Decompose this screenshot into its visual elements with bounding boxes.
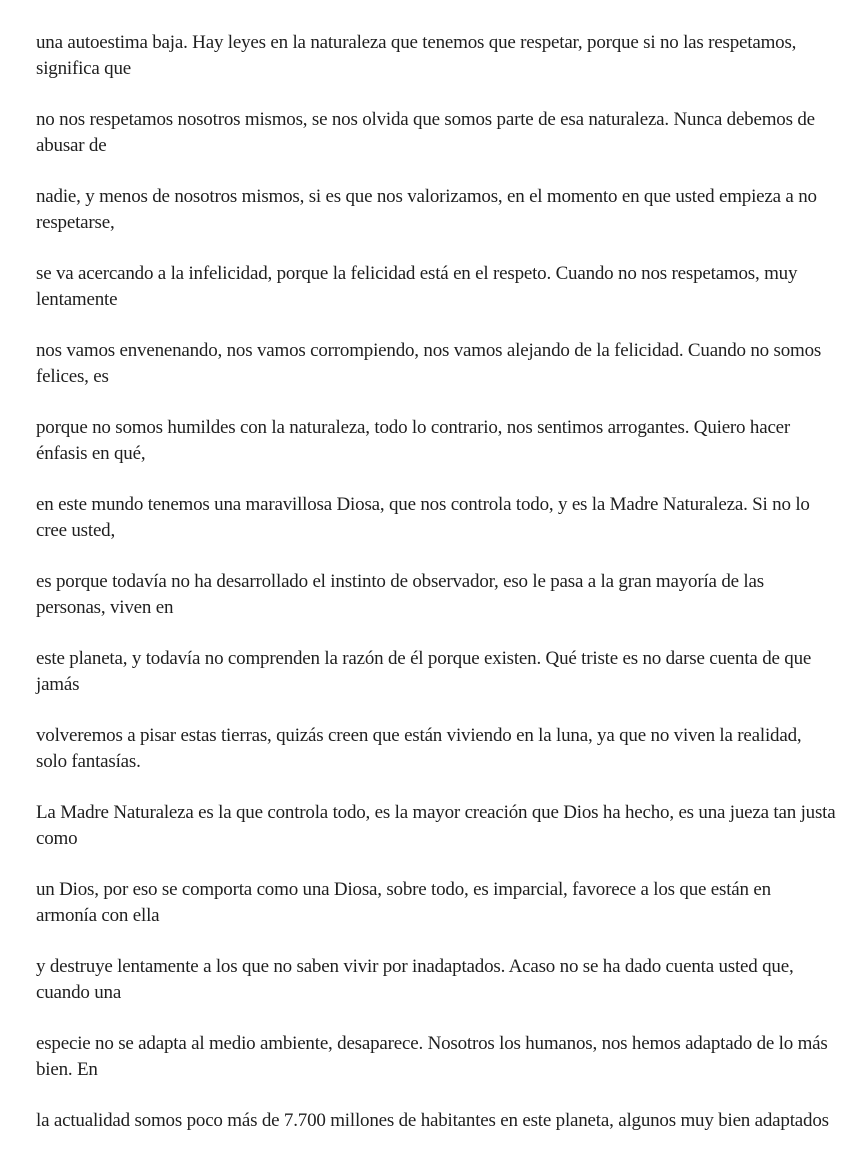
paragraph-10: volveremos a pisar estas tierras, quizás creen que están viviendo en la luna, ya que no viven la realidad, solo fantasías. <box>36 725 802 772</box>
paragraph-6: porque no somos humildes con la naturaleza, todo lo contrario, nos sentimos arrogantes. Quiero hacer énfasis en qué, <box>36 417 791 464</box>
paragraph-13: y destruye lentamente a los que no saben vivir por inadaptados. Acaso no se ha dado cuenta usted que, cuando una <box>36 956 794 1003</box>
paragraph-1: una autoestima baja. Hay leyes en la naturaleza que tenemos que respetar, porque si no las respetamos, significa que <box>36 32 797 79</box>
paragraph-3: nadie, y menos de nosotros mismos, si es que nos valorizamos, en el momento en que usted empieza a no respetarse, <box>36 186 817 233</box>
paragraph-2: no nos respetamos nosotros mismos, se nos olvida que somos parte de esa naturaleza. Nunca debemos de abusar de <box>36 109 815 156</box>
paragraph-7: en este mundo tenemos una maravillosa Diosa, que nos controla todo, y es la Madre Naturaleza. Si no lo cree usted, <box>36 494 810 541</box>
paragraph-15: la actualidad somos poco más de 7.700 millones de habitantes en este planeta, algunos muy bien adaptados <box>36 1110 829 1131</box>
paragraph-12: un Dios, por eso se comporta como una Diosa, sobre todo, es imparcial, favorece a los que están en armonía con ella <box>36 879 771 926</box>
paragraph-9: este planeta, y todavía no comprenden la razón de él porque existen. Qué triste es no darse cuenta de que jamás <box>36 648 812 695</box>
paragraph-14: especie no se adapta al medio ambiente, desaparece. Nosotros los humanos, nos hemos adaptado de lo más bien. En <box>36 1033 828 1080</box>
paragraph-5: nos vamos envenenando, nos vamos corrompiendo, nos vamos alejando de la felicidad. Cuando no somos felices, es <box>36 340 822 387</box>
paragraph-11: La Madre Naturaleza es la que controla todo, es la mayor creación que Dios ha hecho, es una jueza tan justa como <box>36 802 836 849</box>
paragraph-8: es porque todavía no ha desarrollado el instinto de observador, eso le pasa a la gran mayoría de las personas, viven en <box>36 571 764 618</box>
document-page <box>36 30 836 1159</box>
paragraph-4: se va acercando a la infelicidad, porque la felicidad está en el respeto. Cuando no nos respetamos, muy lentamente <box>36 263 798 310</box>
